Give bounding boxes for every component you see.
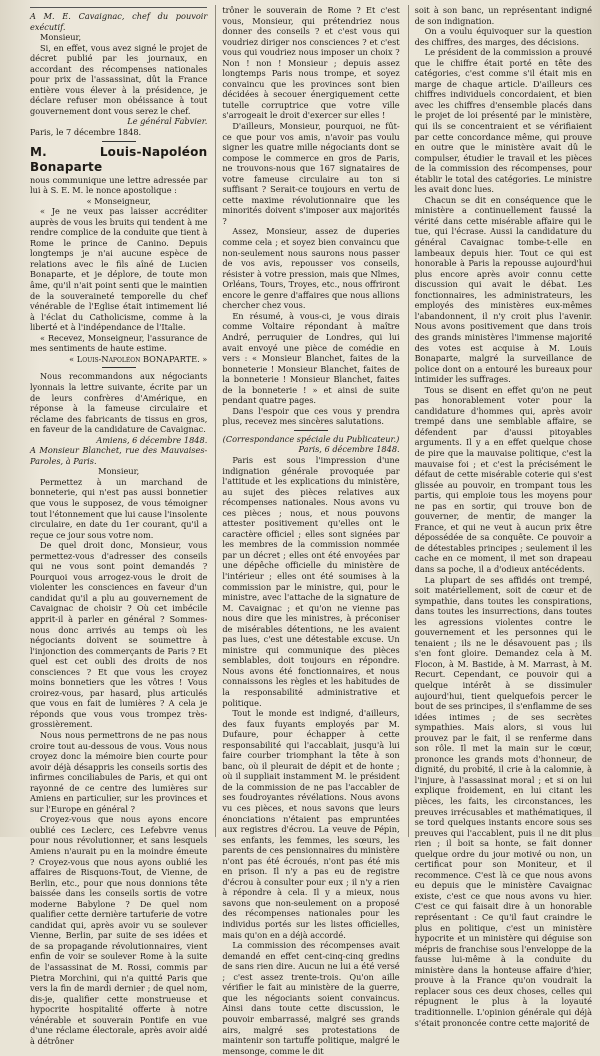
letter-address: A Monsieur Blanchet, rue des Mauvaises-Paroles, à Paris. — [30, 445, 208, 466]
column-1 — [30, 5, 208, 1046]
letter-paragraph: Croyez-vous que nous ayons encore oublié ces Leclerc, ces Lefebvre venus pour nous révolutionner, et sans lesquels Amiens n'aurait pu en la moindre émeute ? Croyez-vous que nous ayons oublié les affaires de Risquons-Tout, de Vienne, de Berlin, etc., pour que nous donnions tête baissée dans les conseils sortis de votre moderne Babylone ? De quel nom qualifier cette dernière tartuferie de votre candidat qui, après avoir vu se soulever Vienne, Berlin, par suite de ses idées et de sa propagande révolutionnaires, vient enfin de voir se soulever Rome à la suite de l'assassinat de M. Rossi, commis par Pietra Morchini, qui n'a quitté Paris que vers la fin de mardi dernier ; de quel nom, dis-je, qualifier cette monstrueuse et hypocrite hospitalité offerte à notre vénérable et souverain Pontife en vue d'une réclame électorale, après avoir aidé à détrôner — [30, 814, 208, 1046]
separator-rule — [102, 367, 136, 368]
article-paragraph: « Recevez, Monseigneur, l'assurance de mes sentiments de haute estime. — [30, 332, 208, 354]
letter-body: Si, en effet, vous avez signé le projet de décret publié par les journaux, en accordant des récompenses nationales pour prix de l'assassinat, dût la France entière vous élever à la présidence, je déclare refuser mon obéissance à tout gouvernement dont vous serez le chef. — [30, 42, 208, 116]
letter-signature: Le général Fabvier. — [127, 116, 208, 127]
article-paragraph: Paris est sous l'impression d'une indignation générale provoquée par l'attitude et les explications du ministère, au sujet des pièces relatives aux récompenses nationales. Nous avons vu ces pièces ; nous, et nous pouvons attester positivement qu'elles ont le caractère officiel ; elles sont signées par les membres de la commission nommée par un décret ; elles ont été envoyées par une dépêche officielle du ministère de l'intérieur ; elles ont été soumises à la commission par le ministre, qui, pour le ministre, avec l'attache de la signature de M. Cavaignac ; et qu'on ne vienne pas nous dire que les ministres, à préconiser de misérables détentions, ne les avaient pas lues, c'est une détestable excuse. Un ministre qui communique des pièces semblables, doit toujours en répondre. Nous avons été fonctionnaires, et nous connaissons les règles et les habitudes de la responsabilité administrative et politique. — [222, 454, 400, 708]
letter-dateline: Amiens, 6 décembre 1848. — [96, 434, 208, 445]
letter-salutation: Monsieur, — [98, 466, 140, 477]
letter-paragraph: Nous nous permettrons de ne pas nous croire tout au-dessous de vous. Vous nous croyez donc la mémoire bien courte pour avoir déjà désappris les conseils sortis des infirmes conciliabules de Paris, et qui ont rayonné de ce centre des lumières sur Amiens en particulier, sur les provinces et sur l'Europe en général ? — [30, 730, 208, 814]
letter-paragraph: trôner le souverain de Rome ? Et c'est vous, Monsieur, qui prétendriez nous donner des conseils ? et c'est vous qui voudriez diriger nos consciences ? et c'est vous qui voudriez nous imposer un choix ? Non ! non ! Monsieur ; depuis assez longtemps Paris nous trompe, et soyez convaincu que les provinces sont bien décidées à secouer énergiquement cette tutelle corruptrice que votre ville s'arrogeait le droit d'exercer sur elles ! — [222, 5, 400, 121]
article-signature: « Louis-Napoléon BONAPARTE. » — [69, 353, 208, 364]
article-paragraph: soit à son banc, un représentant indigné de son indignation. — [414, 5, 592, 26]
article-paragraph: La plupart de ses affidés ont trempé, soit matériellement, soit de cœur et de sympathie, dans toutes les conspirations, dans toutes les insurrections, dans toutes les agressions violentes contre le gouvernement et les personnes qui le tenaient ; ils ne le désavouent pas ; ils s'en font gloire. Demandez cela à M. Flocon, à M. Bastide, à M. Marrast, à M. Recurt. Cependant, ce pouvoir qui a quelque intérêt à se dissimuler aujourd'hui, tient quelquefois percer le bout de ses principes, il s'enflamme de ses idées intimes ; de ses secrètes sympathies. Mais alors, si vous lui prouvez par le fait, il se renferme dans son rôle. Il met la main sur le cœur, prononce les grands mots d'honneur, de dignité, du probité, il crie à la calomnie, à l'injure, à l'assassinat moral ; et si on lui explique froidement, en lui citant les pièces, les faits, les circonstances, les preuves irrécusables et mathématiques, il se tord quelques instants encore sous ses preuves qui l'accablent, puis il ne dit plus rien ; il boit sa honte, se fait donner quelque ordre du jour motivé ou non, un certificat pour son Moniteur, et il recommence. C'est là ce que nous avons eu depuis que le ministère Cavaignac existe, c'est ce que nous avons vu hier. C'est ce qui faisait dire à un honorable représentant : Ce qu'il faut craindre le plus en politique, c'est un ministère hypocrite et un ministère qui déguise son mépris de franchise sous l'enveloppe de la fausse lui-même à la conduite du ministère dans la honteuse affaire d'hier, prouve à la France qu'on voudrait la replacer sous ces deux choses, celles qui répugnent le plus à la loyauté traditionnelle. L'opinion générale qui déjà s'était prononcée contre cette majorité de — [414, 574, 592, 1028]
article-paragraph: Tous se disent en effet qu'on ne peut pas honorablement voter pour la candidature d'hommes qui, après avoir trempé dans une semblable affaire, se défendent par d'aussi pitoyables arguments. Il y a en effet quelque chose de pire que la mauvaise politique, c'est la mauvaise foi ; et c'est la précisément le défaut de cette misérable coterie qui s'est glissée au pouvoir, en trompant tous les partis, qui emploie tous les moyens pour ne pas en sortir, qui trouve bon de gouverner, de mentir, de manger la France, et qui ne veut à aucun prix être dépossédée de sa conquête. Ce pouvoir a de détestables principes ; seulement il les cache en ce moment, il met son drapeau dans sa poche, il a d'odieux antécédents. — [414, 384, 592, 574]
letter-paragraph: D'ailleurs, Monsieur, pourquoi, ne fût-ce que pour vos amis, n'avoir pas voulu signer les quatre mille négociants dont se compose le commerce en gros de Paris, ne trouvons-nous que 167 signataires de votre fameuse circulaire au ton si suffisant ? Serait-ce toujours en vertu de cette maxime révolutionnaire que les minorités doivent s'imposer aux majorités ? — [222, 121, 400, 226]
letter-salutation: Monsieur, — [40, 32, 82, 43]
letter-paragraph: Dans l'espoir que ces vous y prendra plus, recevez mes sincères salutations. — [222, 405, 400, 427]
article-paragraph: La commission des récompenses avait demandé en effet cent-cinq-cinq gredins de sans rien dire. Aucun ne lui a été versé ; c'est assez trente-trois. Qu'on aille vérifier le fait au ministère de la guerre, que les négociants soient convaincus. Ainsi dans toute cette discussion, le pouvoir embarrassé, malgré ses grands airs, malgré ses protestations de maintenir son tartuffe politique, malgré le mensonge, comme le dit — [222, 940, 400, 1056]
article-paragraph: « Je ne veux pas laisser accréditer auprès de vous les bruits qui tendent à me rendre complice de la conduite que tient à Rome le prince de Canino. Depuis longtemps je n'ai aucune espèce de relations avec le fils aîné de Lucien Bonaparte, et je déplore, de toute mon âme, qu'il n'ait point senti que le maintien de la souveraineté temporelle du chef vénérable de l'Eglise était intimement lié à l'éclat du Catholicisme, comme à la liberté et à l'indépendance de l'Italie. — [30, 206, 208, 333]
article-paragraph: Le président de la commission a prouvé que le chiffre était porté en tête des catégories, c'est comme s'il était mis en marge de chaque article. D'ailleurs ces chiffres individuels concordaient, et bien avec les chiffres d'ensemble placés dans le projet de loi présenté par le ministère, qui ils se concentraient et se vérifiaient par cette concordance même, qui prouve en outre que le ministère avait dû le compulser, étudier le travail et les pièces de la commission des récompenses, pour établir le total des catégories. Le ministre les avait donc lues. — [414, 47, 592, 195]
column-3 — [408, 5, 592, 1028]
letter-heading: A M. E. Cavaignac, chef du pouvoir exécutif. — [30, 11, 208, 32]
top-rule — [30, 7, 207, 8]
section-dateline: Paris, 6 décembre 1848. — [298, 444, 400, 455]
letter-paragraph: De quel droit donc, Monsieur, vous permettez-vous d'adresser des conseils qui ne vous sont point demandés ? Pourquoi vous arrogez-vous le droit de violenter les consciences en faveur d'un candidat qu'il a plu au gouvernement de Cavaignac de choisir ? Où cet imbécile apprit-il à parler en général ? Sommes-nous donc arrivés au temps où les négociants doivent se soumettre à l'injonction des commerçants de Paris ? Et quel est cet oubli des droits de nos consciences ? Et que vous les croyez moins bonnetiers que les vôtres ! Vous croirez-vous, par hasard, plus articulés que vous en fait de lumières ? A cela je réponds que vous vous trompez très-grossièrement. — [30, 540, 208, 730]
letter-paragraph: Permettez à un marchand de bonneterie, qui n'est pas aussi bonnetier que vous le supposez, de vous témoigner tout l'étonnement que lui cause l'insolente circulaire, en date du 1er courant, qu'il a reçue ce jour sous votre nom. — [30, 476, 208, 540]
letter-dateline: Paris, le 7 décembre 1848. — [30, 127, 142, 138]
article-intro: nous communique une lettre adressée par lui à S. E. M. le nonce apostolique : — [30, 174, 208, 196]
article-paragraph: Chacun se dit en conséquence que le ministère a continuellement faussé la vérité dans cette misérable affaire qui le tue, qui l'écrase. Aussi la candidature du général Cavaignac tombe-t-elle en lambeaux depuis hier. Tout ce qui est honorable à Paris la repousse aujourd'hui plus encore après avoir connu cette discussion qui avait le débat. Les fonctionnaires, les administrateurs, les employés des ministères eux-mêmes l'abandonnent, il n'y croit plus l'avenir. Nous avons positivement que dans trois des grands ministères l'immense majorité des votes est acquise à M. Louis Bonaparte, malgré la surveillance de police dont on a entouré les bureaux pour intimider les suffrages. — [414, 194, 592, 385]
article-paragraph: Tout le monde est indigné, d'ailleurs, des faux fuyants employés par M. Dufaure, pour échapper à cette responsabilité qui l'accablait, jusqu'à lui faire courber triomphant la tête à son banc, où il pleurait de dépit et de honte ; où il suppliait instamment M. le président de la commission de ne pas l'accabler de ses foudroyantes révélations. Nous avons vu ces pièces, et nous savons que leurs énonciations n'étaient pas empruntées aux registres d'écrou. La veuve de Pépin, ses enfants, les femmes, les sœurs, les parents de ces pensionnaires du ministère n'ont pas été écroués, n'ont pas été mis en prison. Il n'y a pas eu de registre d'écrou à consulter pour eux ; il n'y a rien à répondre à cela. Il y a mieux, nous savons que non-seulement on a proposé des récompenses nationales pour les individus portés sur les listes officielles, mais qu'on en a déjà accordé. — [222, 708, 400, 940]
section-title: (Correspondance spéciale du Publicateur.) — [222, 433, 400, 444]
letter-paragraph: En résumé, à vous-ci, je vous dirais comme Voltaire répondant à maître André, perruquier de Londres, qui lui avait envoyé une pièce de comédie en vers : « Monsieur Blanchet, faites de la bonneterie ! Monsieur Blanchet, faites de la bonneterie ! Monsieur Blanchet, faites de la bonneterie ! » et ainsi de suite pendant quatre pages. — [222, 310, 400, 406]
column-2 — [215, 5, 400, 1056]
letter-paragraph: Assez, Monsieur, assez de duperies comme cela ; et soyez bien convaincu que non-seulement nous saurons nous passer de vos avis, repousser vos conseils, résister à votre pression, mais que Nîmes, Orléans, Tours, Troyes, etc., nous offriront encore le genre d'affaires que nous allions chercher chez vous. — [222, 226, 400, 311]
article-salutation: « Monseigneur, — [86, 195, 151, 206]
article-paragraph: Nous recommandons aux négociants lyonnais la lettre suivante, écrite par un de leurs confrères d'Amérique, en réponse à la fameuse circulaire et réclame des fabricants de tissus en gros, en faveur de la candidature de Cavaignac. — [30, 371, 208, 435]
article-paragraph: On a voulu équivoquer sur la question des chiffres, des marges, des décisions. — [414, 26, 592, 47]
article-heading: M. Louis-Napoléon Bonaparte — [30, 144, 208, 174]
separator-rule — [102, 141, 136, 142]
separator-rule — [294, 430, 328, 431]
